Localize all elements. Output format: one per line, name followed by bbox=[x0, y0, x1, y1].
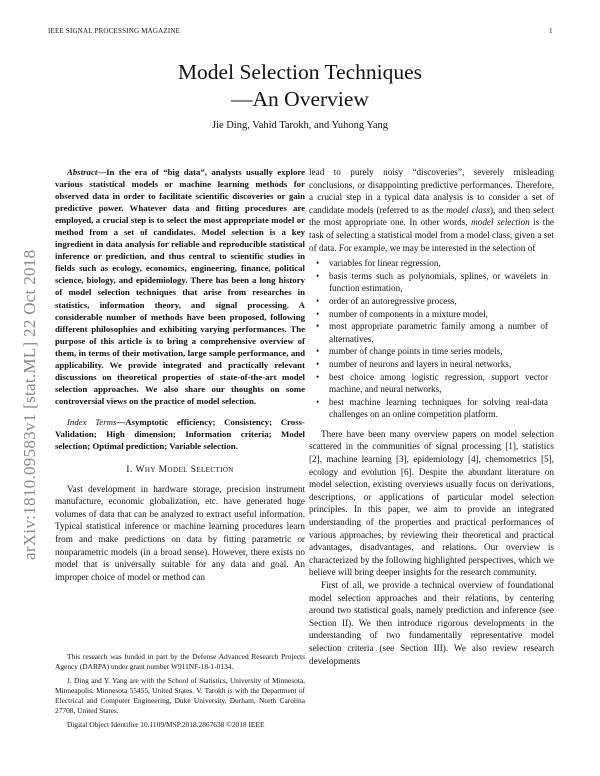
list-item: • best choice among logistic regression, support vector machine, and neural networks, bbox=[309, 371, 554, 396]
overview-paragraph: There have been many overview papers on model selection scattered in the communities of signal processing [1], statistics [2], machine learning [3], epidemiology [4], chemometrics [5], ecology and evolution [6]. Despite the abundant literature on model selection, existing overviews usually focus on derivations, descriptions, or applications of particular model selection principles. In this paper, we aim to provide an integrated understanding of the properties and practical performances of various approaches, by reviewing their theoretical and practical advantages, disadvantages, and relations. Our overview is characterized by the following highlighted perspectives, which we believe will bring deeper insights for the research community. bbox=[309, 428, 554, 578]
funding-note: This research was funded in part by the Defense Advanced Research Projects Agency (DARPA) under grant number W911NF-18-1-0134. bbox=[55, 652, 305, 672]
index-terms-lead: Index Terms bbox=[67, 416, 117, 427]
list-item: • order of an autoregressive process, bbox=[309, 295, 554, 308]
intro-paragraph: Vast development in hardware storage, precision instrument manufacture, economic globalization, etc. have generated huge volumes of data that can be analyzed to extract useful information. Typical statistical inference or machine learning procedures learn from and make predictions on data by fitting parametric or nonparametric models (in a broad sense). However, there exists no model that is universally suitable for any data and goal. An improper choice of model or method can bbox=[55, 483, 305, 582]
abstract-lead: Abstract bbox=[67, 167, 98, 177]
term-model-class: model class bbox=[446, 204, 490, 215]
left-column bbox=[55, 166, 305, 583]
approach-paragraph: First of all, we provide a technical overview of foundational model selection approaches and their relations, by centering around two statistical goals, namely prediction and inference (see Section II). We then introduce rigorous developments in the understanding of two fundamentally representative model selection criteria (see Section III). We also review research developments bbox=[309, 580, 554, 666]
section-heading bbox=[55, 464, 305, 477]
text-run: is the task of selecting a statistical model from a model class, given a set of data. For example, we may be interested in the selection of bbox=[309, 217, 555, 253]
list-item: • number of change points in time series models, bbox=[309, 345, 554, 358]
page-number: 1 bbox=[549, 27, 553, 35]
section-numeral: I. bbox=[126, 464, 136, 476]
index-terms-text: —Asymptotic efficiency; Consistency; Cross-Validation; High dimension; Information criteria; Model selection; Optimal prediction; Variable selection. bbox=[55, 416, 305, 452]
abstract-text: —In the era of “big data”, analysts usually explore various statistical models or machine learning methods for observed data in order to facilitate scientific discoveries or gain predictive power. Whatever data and fitting procedures are employed, a crucial step is to select the most appropriate model or method from a set of candidates. Model selection is a key ingredient in data analysis for reliable and reproducible statistical inference or prediction, and thus central to scientific studies in fields such as ecology, economics, engineering, finance, political science, biology, and epidemiology. There has been a long history of model selection techniques that arise from researches in statistics, information theory, and signal processing. A considerable number of methods have been proposed, following different philosophies and exhibiting varying performances. The purpose of this article is to bring a comprehensive overview of them, in terms of their motivation, large sample performance, and applicability. We provide integrated and practically relevant discussions on theoretical properties of state-of-the-art model selection approaches. We also share our thoughts on some controversial views on the practice of model selection. bbox=[55, 167, 305, 406]
list-item: • most appropriate parametric family among a number of alternatives, bbox=[309, 320, 554, 345]
term-model-selection: model selection bbox=[471, 217, 530, 228]
list-item: • number of components in a mixture model, bbox=[309, 308, 554, 321]
running-header: IEEE SIGNAL PROCESSING MAGAZINE bbox=[48, 27, 181, 35]
list-item: • basis terms such as polynomials, splines, or wavelets in function estimation, bbox=[309, 270, 554, 295]
paper-title-line2: —An Overview bbox=[231, 87, 369, 111]
selection-examples-list bbox=[309, 257, 554, 421]
abstract bbox=[55, 166, 305, 407]
list-item: • best machine learning techniques for solving real-data challenges on an online competition platform. bbox=[309, 396, 554, 421]
section-title: Why Model Selection bbox=[135, 464, 234, 476]
continued-paragraph bbox=[309, 166, 554, 254]
author-list: Jie Ding, Vahid Tarokh, and Yuhong Yang bbox=[211, 120, 389, 131]
text-run: lead to purely noisy “discoveries”, severely misleading conclusions, or disappointing predictive performances. Therefore, a crucial step in a typical data analysis is to consider a set of candidate models (referred to as the bbox=[309, 167, 554, 215]
text-run: ), and then select the most appropriate one. In other words, bbox=[309, 204, 555, 228]
list-item: • number of neurons and layers in neural networks, bbox=[309, 358, 554, 371]
affiliation-note: J. Ding and Y. Yang are with the School of Statistics, University of Minnesota, Minneapolis, Minnesota 55455, United States. V. Tarokh is with the Department of Electrical and Computer Engineering, Duke University, Durham, North Carolina 27708, United States. bbox=[55, 675, 305, 716]
footnotes bbox=[55, 652, 305, 730]
doi-line: Digital Object Identifier 10.1109/MSP.2018.2867638 ©2018 IEEE bbox=[67, 719, 265, 729]
paper-title-line1: Model Selection Techniques bbox=[177, 60, 423, 84]
right-column bbox=[309, 166, 554, 667]
list-item: • variables for linear regression, bbox=[309, 257, 554, 270]
index-terms bbox=[55, 416, 305, 452]
arxiv-stamp: arXiv:1810.09583v1 [stat.ML] 22 Oct 2018 bbox=[20, 249, 39, 560]
